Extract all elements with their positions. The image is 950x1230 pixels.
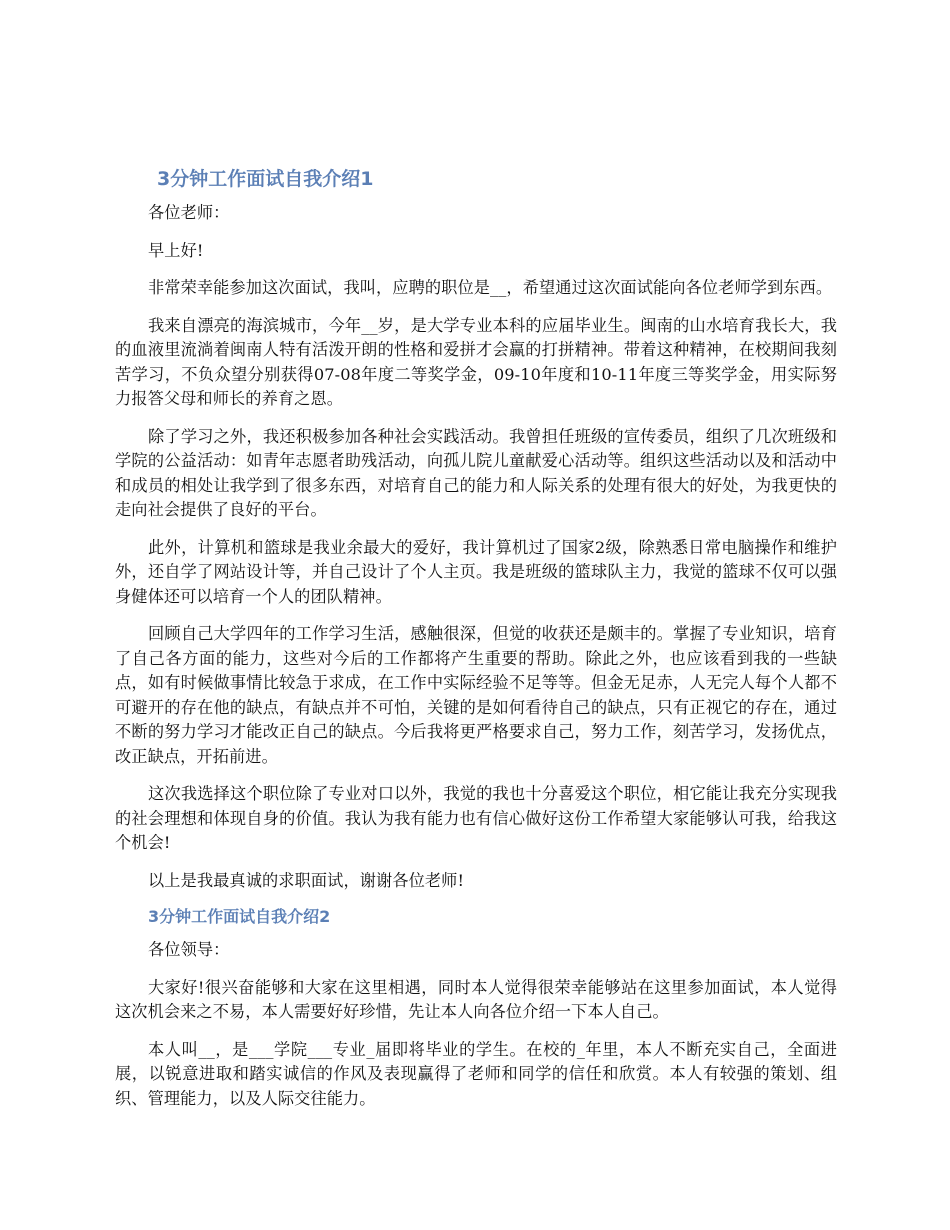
paragraph: 我来自漂亮的海滨城市，今年__岁，是大学专业本科的应届毕业生。闽南的山水培育我长大，我的血液里流淌着闽南人特有活泼开朗的性格和爱拼才会赢的打拼精神。带着这种精神，在校期间我刻苦学习，不负众望分别获得07-08年度二等奖学金，09-10年度和10-11年度三等奖学金，用实际努力报答父母和师长的养育之恩。 [115, 315, 837, 408]
document-page [115, 165, 837, 1124]
paragraph: 各位老师： [148, 203, 230, 222]
paragraph: 大家好!很兴奋能够和大家在这里相遇，同时本人觉得很荣幸能够站在这里参加面试，本人觉得这次机会来之不易，本人需要好好珍惜，先让本人向各位介绍一下本人自己。 [115, 977, 837, 1021]
section-2-title: 3分钟工作面试自我介绍2 [148, 907, 331, 926]
paragraph: 此外，计算机和篮球是我业余最大的爱好，我计算机过了国家2级，除熟悉日常电脑操作和维护外，还自学了网站设计等，并自己设计了个人主页。我是班级的篮球队主力，我觉的篮球不仅可以强身健体还可以培育一个人的团队精神。 [115, 537, 837, 606]
section-1-title: 3分钟工作面试自我介绍1 [157, 168, 374, 190]
paragraph: 本人叫__，是___学院___专业_届即将毕业的学生。在校的_年里，本人不断充实自己，全面进展，以锐意进取和踏实诚信的作风及表现赢得了老师和同学的信任和欣赏。本人有较强的策划、组织、管理能力，以及人际交往能力。 [115, 1039, 837, 1108]
paragraph: 这次我选择这个职位除了专业对口以外，我觉的我也十分喜爱这个职位，相它能让我充分实现我的社会理想和体现自身的价值。我认为我有能力也有信心做好这份工作希望大家能够认可我，给我这个机会! [115, 784, 837, 852]
paragraph: 非常荣幸能参加这次面试，我叫，应聘的职位是__，希望通过这次面试能向各位老师学到东西。 [148, 278, 833, 297]
paragraph: 回顾自己大学四年的工作学习生活，感触很深，但觉的收获还是颇丰的。掌握了专业知识，培育了自己各方面的能力，这些对今后的工作都将产生重要的帮助。除此之外，也应该看到我的一些缺点，如有时候做事情比较急于求成，在工作中实际经验不足等等。但金无足赤，人无完人每个人都不可避开的存在他的缺点，有缺点并不可怕，关键的是如何看待自己的缺点，只有正视它的存在，通过不断的努力学习才能改正自己的缺点。今后我将更严格要求自己，努力工作，刻苦学习，发扬优点，改正缺点，开拓前进。 [115, 624, 837, 766]
paragraph: 各位领导： [148, 940, 230, 959]
paragraph: 以上是我最真诚的求职面试，谢谢各位老师! [148, 870, 465, 890]
paragraph: 除了学习之外，我还积极参加各种社会实践活动。我曾担任班级的宣传委员，组织了几次班级和学院的公益活动：如青年志愿者助残活动，向孤儿院儿童献爱心活动等。组织这些活动以及和活动中和成员的相处让我学到了很多东西，对培育自己的能力和人际关系的处理有很大的好处，为我更快的走向社会提供了良好的平台。 [115, 426, 837, 519]
paragraph: 早上好! [148, 240, 204, 260]
